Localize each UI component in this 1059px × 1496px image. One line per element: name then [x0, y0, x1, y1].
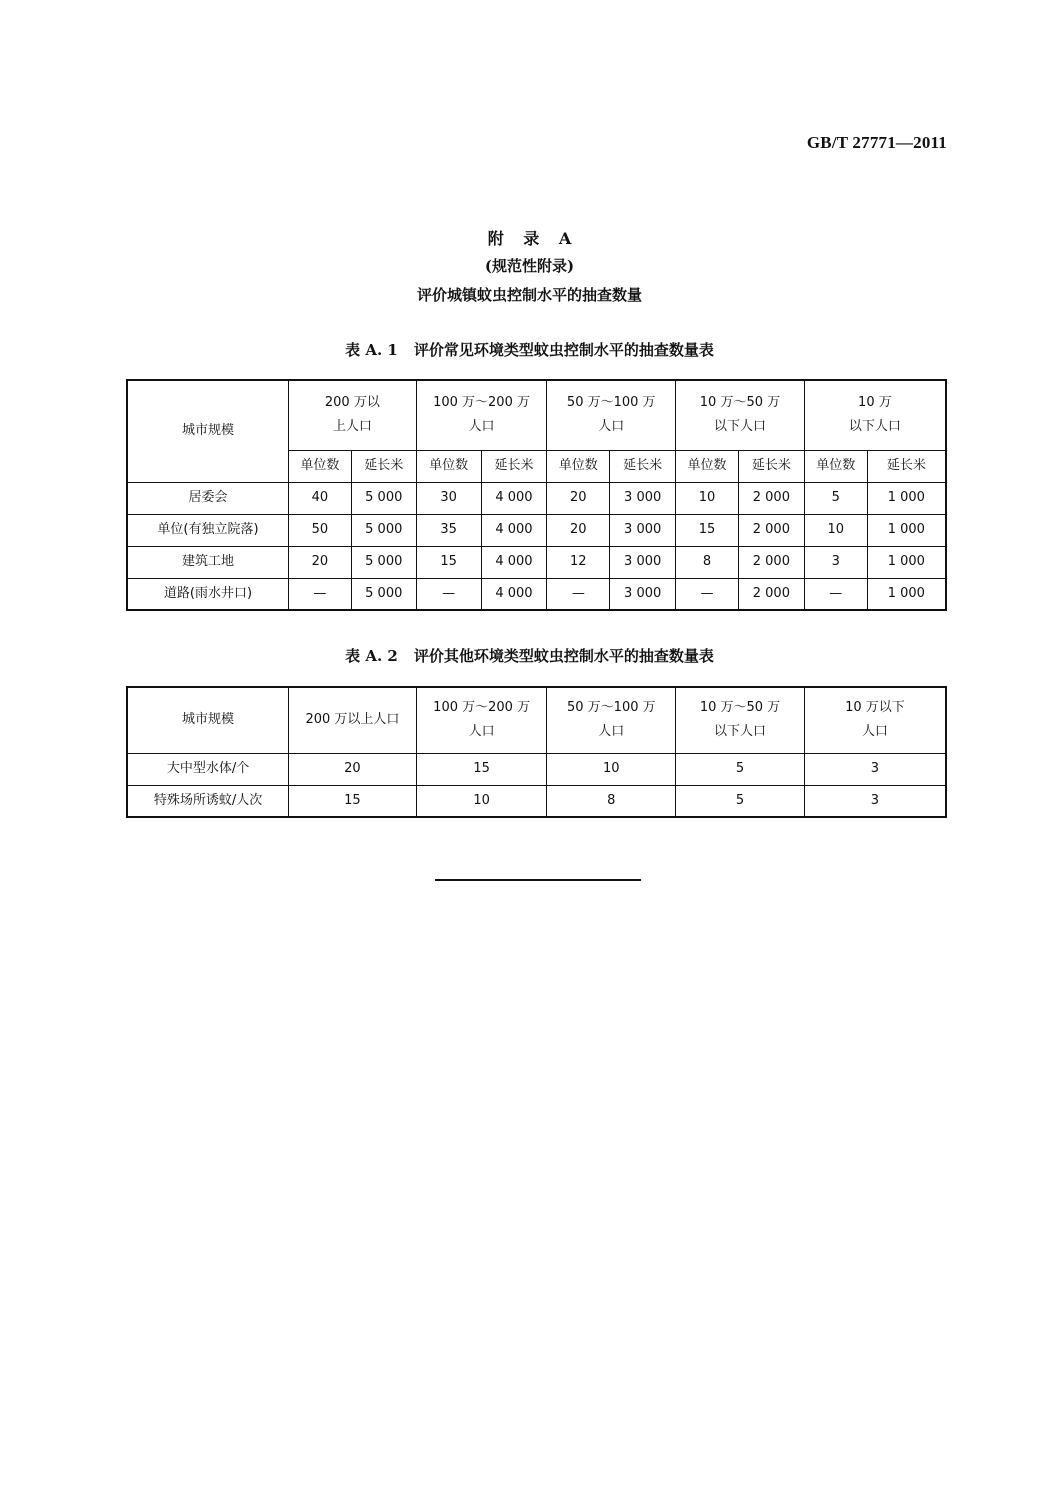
table2-caption [0, 645, 1059, 666]
table-row [127, 753, 946, 785]
table-cell: 20 [289, 753, 417, 785]
table-cell: 3 [804, 753, 946, 785]
table-cell: 5 000 [351, 514, 416, 546]
table-cell: 35 [416, 514, 481, 546]
table-row [127, 578, 946, 610]
table-cell: 10 [676, 482, 739, 514]
table-cell: 1 000 [867, 546, 946, 578]
table-cell: 15 [416, 753, 547, 785]
table-cell: 10 [416, 785, 547, 817]
table-row [127, 546, 946, 578]
table-cell: 3 000 [610, 514, 676, 546]
appendix-type: (规范性附录) [484, 257, 575, 275]
table-cell: 10 [547, 753, 676, 785]
table1-row-header: 城市规模 [127, 380, 289, 482]
table-cell: 2 000 [738, 546, 804, 578]
table1-group-header [804, 380, 946, 450]
table2-caption-text: 评价其他环境类型蚊虫控制水平的抽查数量表 [413, 647, 714, 665]
table-cell: 4 000 [481, 482, 547, 514]
table-cell: 3 000 [610, 578, 676, 610]
sub-header-units: 单位数 [289, 450, 352, 482]
table-cell: 3 [804, 546, 867, 578]
row-label: 建筑工地 [127, 546, 289, 578]
table-cell: 2 000 [738, 514, 804, 546]
table2-row-header: 城市规模 [127, 687, 289, 753]
table2 [126, 686, 947, 818]
table-cell: — [804, 578, 867, 610]
table-cell: 20 [547, 482, 610, 514]
table1-group-header-row [127, 380, 946, 450]
table-cell: 4 000 [481, 514, 547, 546]
table-cell: — [547, 578, 610, 610]
table-cell: 3 [804, 785, 946, 817]
table1-caption [0, 339, 1059, 360]
appendix-title: 附 录 A [487, 229, 572, 248]
table-cell: 5 000 [351, 482, 416, 514]
row-label: 道路(雨水井口) [127, 578, 289, 610]
table-cell: 12 [547, 546, 610, 578]
table-cell: 10 [804, 514, 867, 546]
table-row [127, 785, 946, 817]
table2-caption-number: 表 A. 2 [345, 647, 398, 665]
table1-group-header [547, 380, 676, 450]
table-cell: — [289, 578, 352, 610]
table-row [127, 514, 946, 546]
table2-group-2: 100 万～200 万 人口 [433, 700, 531, 740]
table-cell: 1 000 [867, 482, 946, 514]
sub-header-units: 单位数 [416, 450, 481, 482]
sub-header-length: 延长米 [867, 450, 946, 482]
table-cell: 2 000 [738, 482, 804, 514]
sub-header-length: 延长米 [738, 450, 804, 482]
table-cell: 5 000 [351, 546, 416, 578]
standard-code: GB/T 27771—2011 [806, 133, 947, 152]
table2-group-3: 50 万～100 万 人口 [567, 700, 656, 740]
row-label: 特殊场所诱蚊/人次 [127, 785, 289, 817]
table1-group-3: 50 万～100 万 人口 [566, 395, 656, 435]
table2-group-header [676, 687, 805, 753]
table-cell: 4 000 [481, 546, 547, 578]
sub-header-units: 单位数 [804, 450, 867, 482]
table-cell: 4 000 [481, 578, 547, 610]
table1-group-header [676, 380, 805, 450]
row-label: 单位(有独立院落) [127, 514, 289, 546]
table-cell: 20 [547, 514, 610, 546]
table1-group-header [416, 380, 547, 450]
row-label: 居委会 [127, 482, 289, 514]
table-cell: 40 [289, 482, 352, 514]
table-cell: 5 [804, 482, 867, 514]
table2-group-5: 10 万以下 人口 [845, 700, 905, 740]
table1-group-5: 10 万 以下人口 [848, 395, 901, 435]
table-cell: 3 000 [610, 482, 676, 514]
table2-header-row [127, 687, 946, 753]
table-cell: 2 000 [738, 578, 804, 610]
table2-group-header [416, 687, 547, 753]
table2-group-header [547, 687, 676, 753]
table-cell: 8 [676, 546, 739, 578]
table-cell: 1 000 [867, 578, 946, 610]
table-cell: 15 [289, 785, 417, 817]
table-cell: 1 000 [867, 514, 946, 546]
sub-header-length: 延长米 [351, 450, 416, 482]
table1-group-4: 10 万～50 万 以下人口 [699, 395, 781, 435]
table2-group-header [804, 687, 946, 753]
table-cell: — [676, 578, 739, 610]
table-cell: 15 [416, 546, 481, 578]
table-cell: 20 [289, 546, 352, 578]
table1-group-1: 200 万以 上人口 [324, 395, 380, 435]
table2-group-header [289, 687, 417, 753]
sub-header-units: 单位数 [676, 450, 739, 482]
table1-caption-number: 表 A. 1 [345, 341, 398, 359]
end-rule [435, 879, 641, 881]
table1-caption-text: 评价常见环境类型蚊虫控制水平的抽查数量表 [413, 341, 714, 359]
table-cell: 5 000 [351, 578, 416, 610]
table-cell: 3 000 [610, 546, 676, 578]
table-cell: — [416, 578, 481, 610]
table1 [126, 379, 947, 611]
table-cell: 15 [676, 514, 739, 546]
sub-header-length: 延长米 [610, 450, 676, 482]
row-label: 大中型水体/个 [127, 753, 289, 785]
table-cell: 5 [676, 785, 805, 817]
table2-group-4: 10 万～50 万 以下人口 [699, 700, 781, 740]
table-cell: 8 [547, 785, 676, 817]
sub-header-units: 单位数 [547, 450, 610, 482]
table-cell: 5 [676, 753, 805, 785]
table1-group-header [289, 380, 417, 450]
table-row [127, 482, 946, 514]
table-cell: 50 [289, 514, 352, 546]
sub-header-length: 延长米 [481, 450, 547, 482]
appendix-subject: 评价城镇蚊虫控制水平的抽查数量 [416, 286, 642, 304]
table1-group-2: 100 万～200 万 人口 [433, 395, 530, 435]
table-cell: 30 [416, 482, 481, 514]
table2-group-1: 200 万以上人口 [305, 712, 400, 728]
